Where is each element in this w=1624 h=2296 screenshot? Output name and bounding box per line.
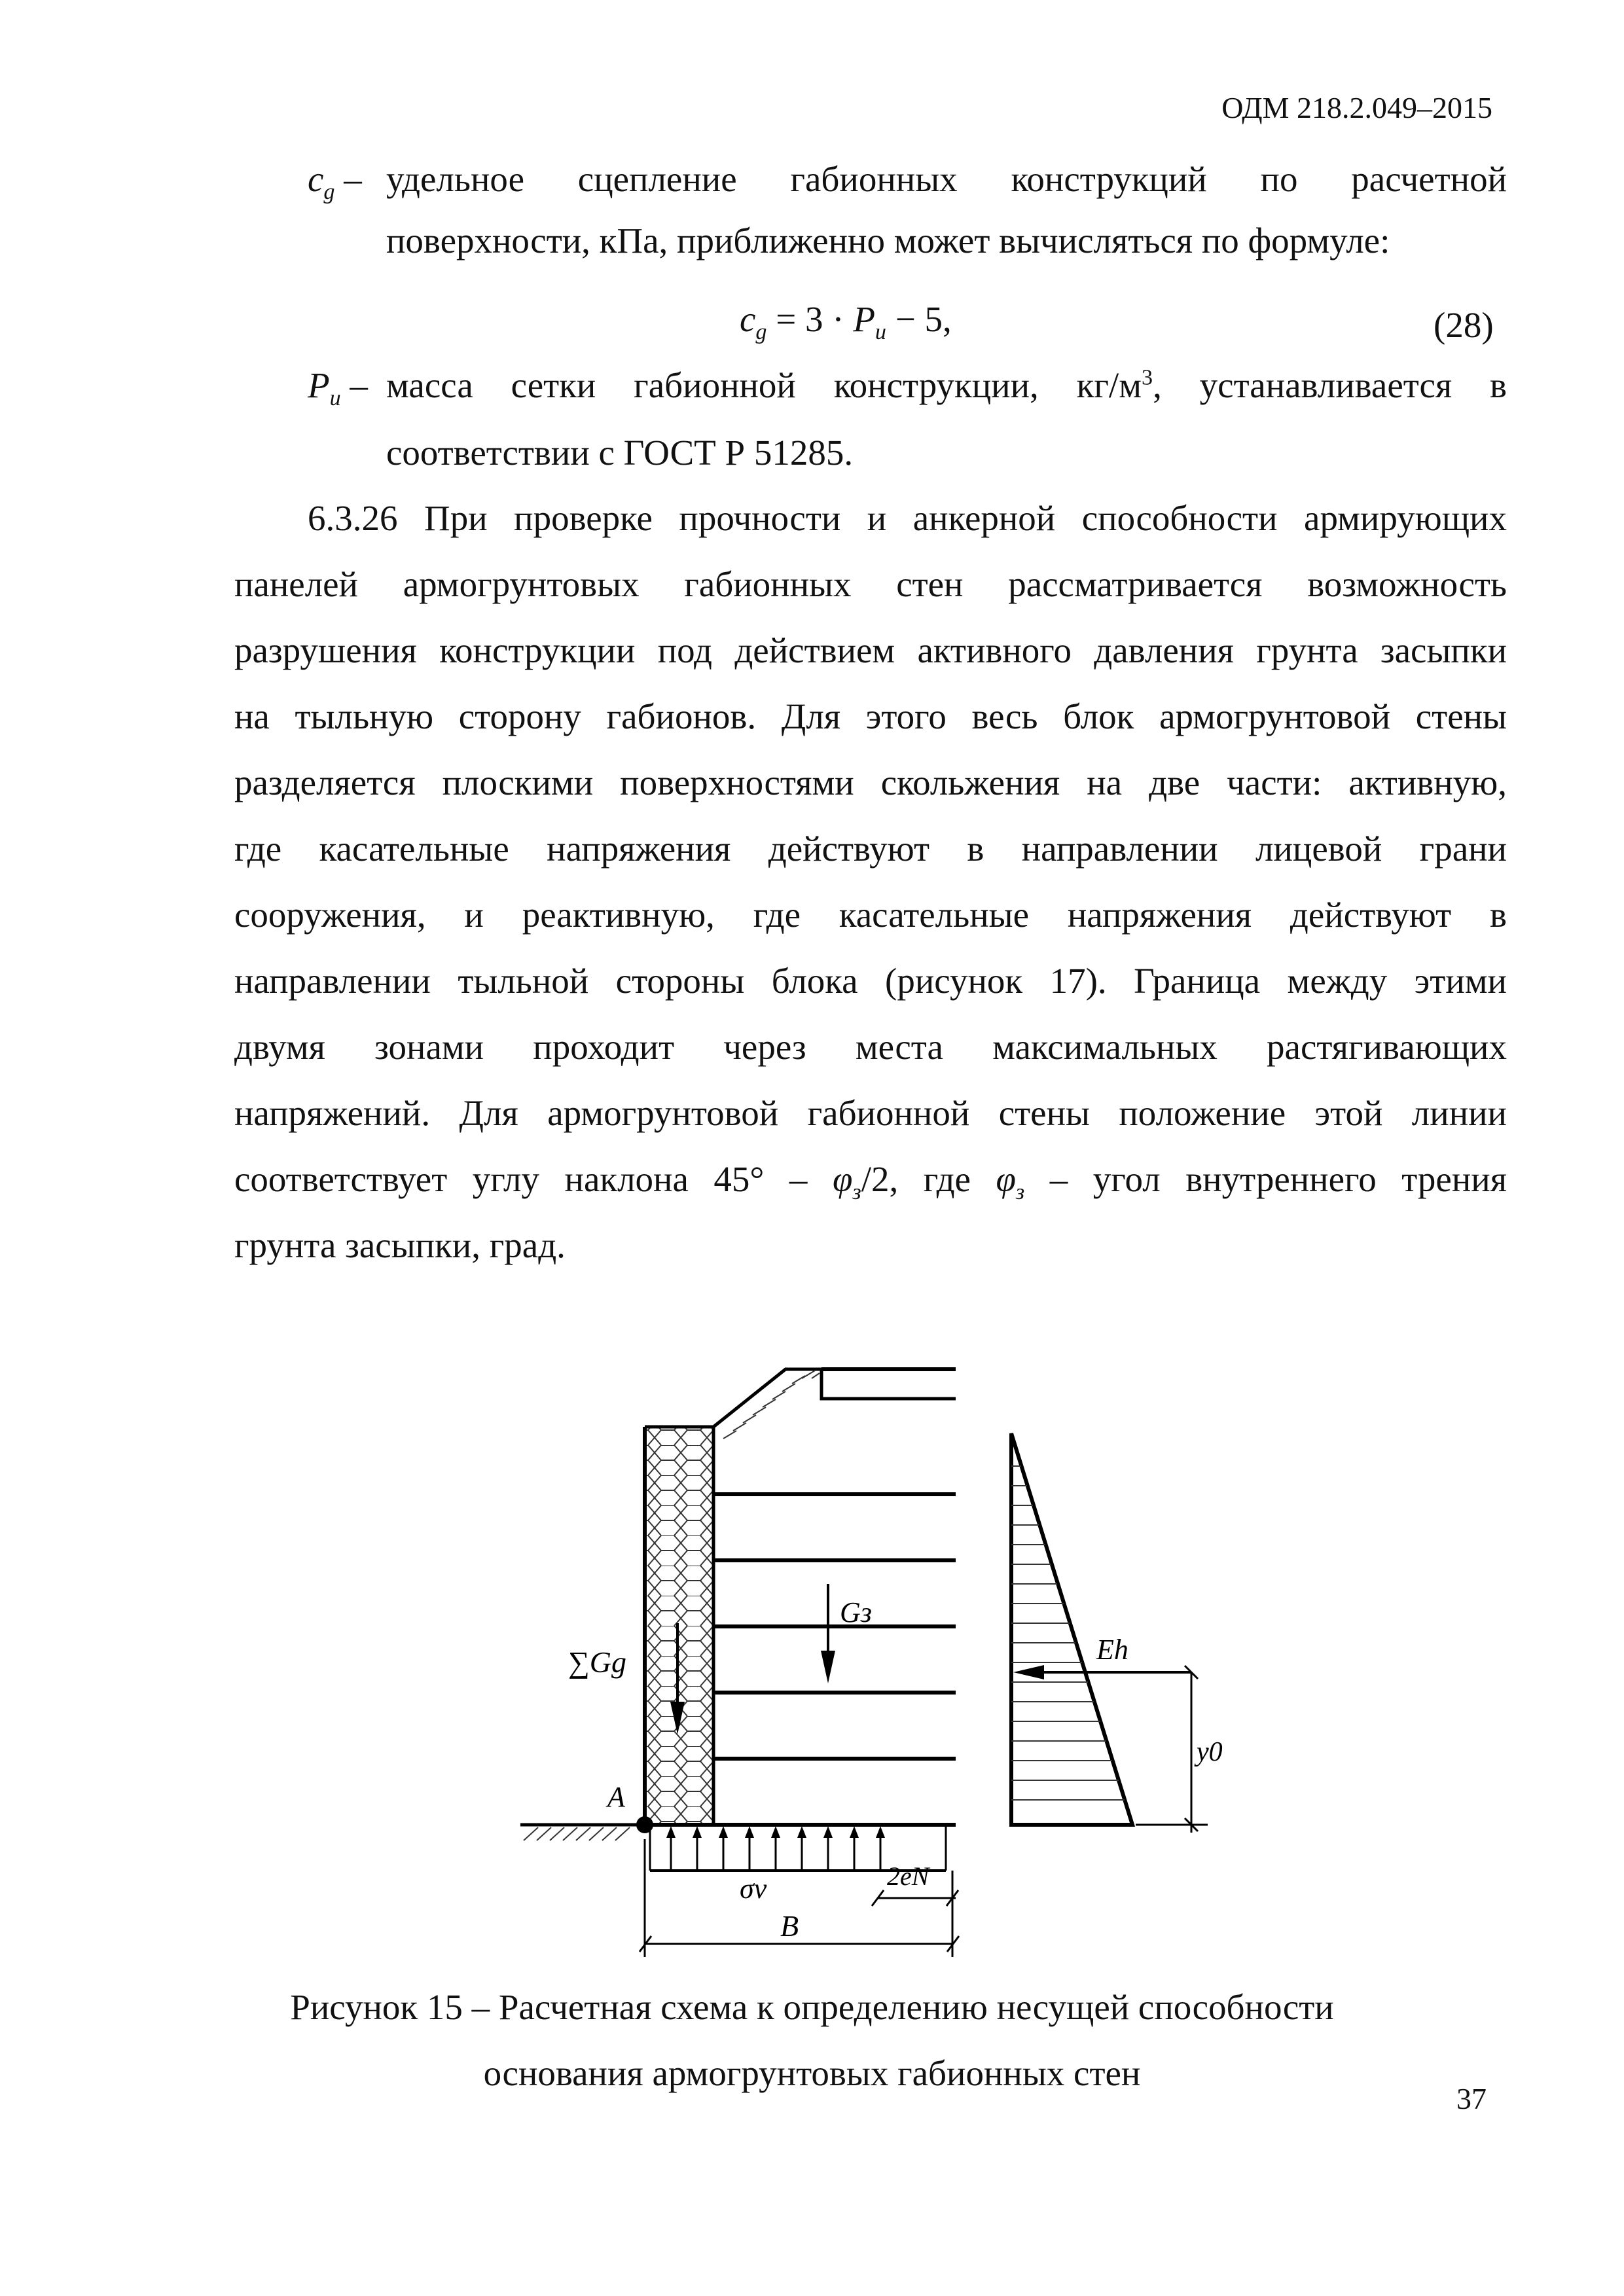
paragraph-line: двумя зонами проходит через места максимальных растягивающих: [234, 1027, 1507, 1067]
ground-left: [520, 1825, 645, 1840]
paragraph-line: соответствует углу наклона $45^\circ - \varphi_з/2$, где $\varphi_з$ – угол внутреннего трения: [234, 1159, 1507, 1204]
label-sum-gg: ∑Gg: [568, 1645, 627, 1679]
definition-cg-symbol: $c_g$ –: [308, 159, 362, 204]
paragraph-line: сооружения, и реактивную, где касательные напряжения действуют в: [234, 895, 1507, 935]
equation-28: $c_g = 3 \cdot P_u - 5$,: [740, 299, 952, 344]
label-2en: 2eN: [887, 1861, 929, 1891]
label-point-a: A: [607, 1781, 625, 1813]
paragraph-line: на тыльную сторону габионов. Для этого весь блок армогрунтовой стены: [234, 696, 1507, 736]
paragraph-line: где касательные напряжения действуют в направлении лицевой грани: [234, 829, 1507, 869]
paragraph-line: 6.3.26 При проверке прочности и анкерной способности армирующих: [308, 498, 1507, 538]
definition-pu-line2: соответствии с ГОСТ Р 51285.: [386, 433, 854, 473]
label-gz: Gз: [840, 1596, 872, 1628]
label-b: B: [780, 1909, 799, 1943]
paragraph-line: разделяется плоскими поверхностями скольжения на две части: активную,: [234, 762, 1507, 802]
paragraph-line: панелей армогрунтовых габионных стен рассматривается возможность: [234, 564, 1507, 604]
paragraph-line: напряжений. Для армогрунтовой габионной стены положение этой линии: [234, 1093, 1507, 1133]
paragraph-line: грунта засыпки, град.: [234, 1225, 566, 1265]
label-sigma-v: σv: [740, 1873, 767, 1905]
definition-cg-line2: поверхности, кПа, приближенно может вычисляться по формуле:: [386, 221, 1390, 260]
label-eh: Eh: [1096, 1634, 1128, 1666]
label-y0: y0: [1197, 1737, 1223, 1767]
definition-cg-line1: удельное сцепление габионных конструкций по расчетной: [386, 159, 1507, 199]
arrow-eh: [1013, 1665, 1191, 1679]
document-code: ОДМ 218.2.049–2015: [1221, 91, 1492, 124]
paragraph-line: направлении тыльной стороны блока (рисунок 17). Граница между этими: [234, 961, 1507, 1001]
equation-number: (28): [1434, 305, 1494, 345]
figure-caption-line1: Рисунок 15 – Расчетная схема к определению несущей способности: [290, 1987, 1334, 2027]
paragraph-line: разрушения конструкции под действием активного давления грунта засыпки: [234, 630, 1507, 670]
backfill-surface: [713, 1369, 956, 1439]
definition-pu-symbol: $P_и$ –: [308, 365, 368, 410]
gabion-mesh: [645, 1427, 713, 1825]
arrow-gz: [821, 1584, 835, 1683]
figure-caption-line2: основания армогрунтовых габионных стен: [483, 2053, 1141, 2093]
definition-pu-line1: масса сетки габионной конструкции, $кг/м^3$, устанавливается в: [386, 365, 1507, 405]
earth-pressure-diagram: [1011, 1433, 1132, 1825]
page-number: 37: [1456, 2082, 1487, 2115]
